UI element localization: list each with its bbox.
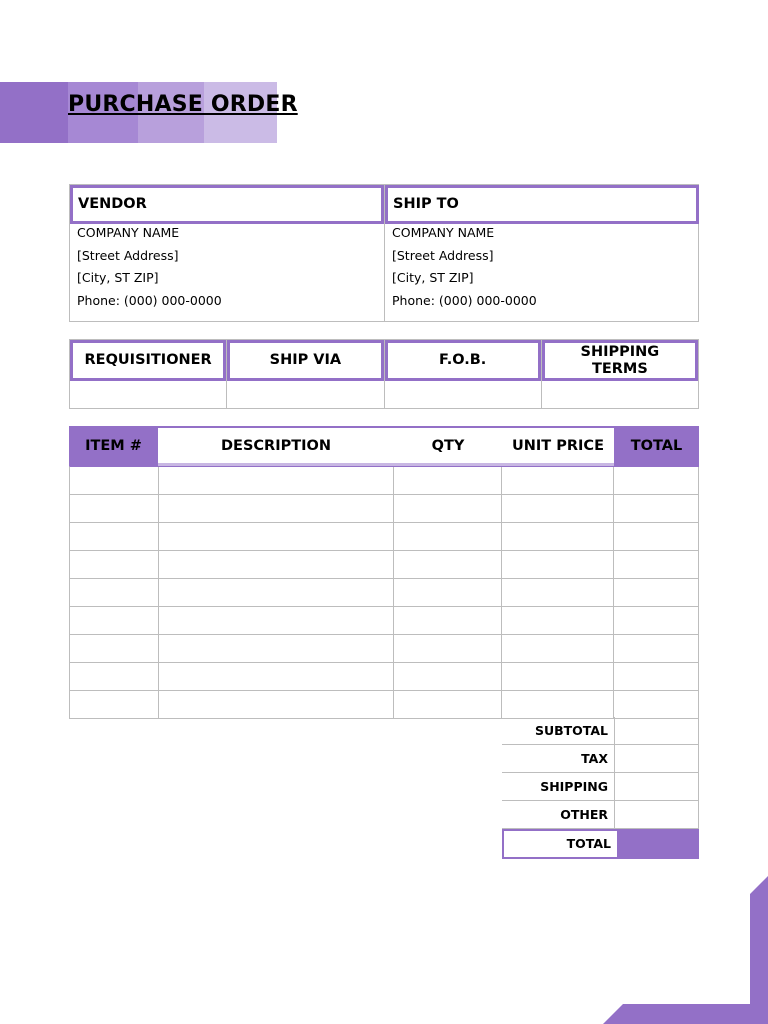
shipping-row xyxy=(502,773,699,801)
table-row xyxy=(70,635,699,663)
qty-header: QTY xyxy=(394,426,502,466)
item-number-header: ITEM # xyxy=(69,426,158,466)
unit-price-cell[interactable] xyxy=(502,495,614,522)
table-row xyxy=(70,551,699,579)
line-total-cell[interactable] xyxy=(614,663,699,690)
unit-price-cell[interactable] xyxy=(502,579,614,606)
fob-cell[interactable] xyxy=(385,381,541,408)
requisitioner-header: REQUISITIONER xyxy=(70,340,226,381)
ship-to-block xyxy=(385,185,699,321)
shipping-terms-header: SHIPPING TERMS xyxy=(542,340,698,381)
fob-header: F.O.B. xyxy=(385,340,541,381)
qty-cell[interactable] xyxy=(394,663,502,690)
unit-price-cell[interactable] xyxy=(502,607,614,634)
table-row xyxy=(70,607,699,635)
grand-total-label: TOTAL xyxy=(566,836,611,851)
item-number-cell[interactable] xyxy=(70,551,159,578)
other-row xyxy=(502,801,699,829)
qty-cell[interactable] xyxy=(394,579,502,606)
vendor-header: VENDOR xyxy=(70,185,384,224)
description-cell[interactable] xyxy=(159,495,395,522)
qty-cell[interactable] xyxy=(394,523,502,550)
unit-price-cell[interactable] xyxy=(502,663,614,690)
item-number-cell[interactable] xyxy=(70,607,159,634)
item-number-cell[interactable] xyxy=(70,579,159,606)
item-number-cell[interactable] xyxy=(70,495,159,522)
totals-section xyxy=(502,717,699,859)
line-total-cell[interactable] xyxy=(614,523,699,550)
description-header: DESCRIPTION xyxy=(158,426,394,466)
requisitioner-cell[interactable] xyxy=(70,381,226,408)
line-total-cell[interactable] xyxy=(614,467,699,494)
unit-price-cell[interactable] xyxy=(502,523,614,550)
vendor-street-address[interactable]: [Street Address] xyxy=(77,247,179,263)
item-number-cell[interactable] xyxy=(70,523,159,550)
table-row xyxy=(70,579,699,607)
vendor-city-state-zip[interactable]: [City, ST ZIP] xyxy=(77,270,159,285)
unit-price-cell[interactable] xyxy=(502,551,614,578)
tax-value[interactable] xyxy=(615,745,699,772)
ship-to-street-address[interactable]: [Street Address] xyxy=(392,247,494,263)
shipping-info-table xyxy=(69,339,699,409)
items-table-body xyxy=(69,466,699,719)
ship-to-phone[interactable]: Phone: (000) 000-0000 xyxy=(392,292,537,308)
vendor-block xyxy=(70,185,385,321)
description-cell[interactable] xyxy=(159,607,395,634)
line-total-cell[interactable] xyxy=(614,551,699,578)
address-section xyxy=(69,184,699,322)
items-table xyxy=(69,426,699,719)
description-cell[interactable] xyxy=(159,635,395,662)
ship-to-city-state-zip[interactable]: [City, ST ZIP] xyxy=(392,270,474,285)
description-cell[interactable] xyxy=(159,663,395,690)
description-cell[interactable] xyxy=(159,691,395,718)
other-value[interactable] xyxy=(615,801,699,828)
page-title: PURCHASE ORDER xyxy=(68,92,298,117)
description-cell[interactable] xyxy=(159,579,395,606)
unit-price-header: UNIT PRICE xyxy=(502,426,614,466)
shipping-terms-cell[interactable] xyxy=(542,381,698,408)
grand-total-row xyxy=(502,829,699,859)
line-total-cell[interactable] xyxy=(614,579,699,606)
qty-cell[interactable] xyxy=(394,691,502,718)
ship-via-cell[interactable] xyxy=(227,381,383,408)
unit-price-cell[interactable] xyxy=(502,467,614,494)
ship-to-company-name[interactable]: COMPANY NAME xyxy=(392,225,495,240)
subtotal-row xyxy=(502,717,699,745)
vendor-company-name[interactable]: COMPANY NAME xyxy=(77,225,180,240)
qty-cell[interactable] xyxy=(394,467,502,494)
decor-band-1 xyxy=(0,82,68,143)
qty-cell[interactable] xyxy=(394,607,502,634)
subtotal-label: SUBTOTAL xyxy=(502,717,615,744)
subtotal-value[interactable] xyxy=(615,717,699,744)
shipping-label: SHIPPING xyxy=(502,773,615,800)
ship-via-header: SHIP VIA xyxy=(227,340,383,381)
line-total-cell[interactable] xyxy=(614,607,699,634)
total-header: TOTAL xyxy=(614,426,699,466)
grand-total-value[interactable] xyxy=(617,831,697,857)
items-table-header xyxy=(69,426,699,466)
description-cell[interactable] xyxy=(159,523,395,550)
table-row xyxy=(70,691,699,719)
line-total-cell[interactable] xyxy=(614,495,699,522)
unit-price-cell[interactable] xyxy=(502,691,614,718)
item-number-cell[interactable] xyxy=(70,635,159,662)
tax-row xyxy=(502,745,699,773)
qty-cell[interactable] xyxy=(394,635,502,662)
line-total-cell[interactable] xyxy=(614,635,699,662)
ship-to-header: SHIP TO xyxy=(385,185,699,224)
corner-decoration xyxy=(603,876,768,1024)
qty-cell[interactable] xyxy=(394,495,502,522)
table-row xyxy=(70,523,699,551)
item-number-cell[interactable] xyxy=(70,663,159,690)
description-cell[interactable] xyxy=(159,551,395,578)
other-label: OTHER xyxy=(502,801,615,828)
unit-price-cell[interactable] xyxy=(502,635,614,662)
table-row xyxy=(70,467,699,495)
qty-cell[interactable] xyxy=(394,551,502,578)
line-total-cell[interactable] xyxy=(614,691,699,718)
vendor-phone[interactable]: Phone: (000) 000-0000 xyxy=(77,292,222,308)
shipping-value[interactable] xyxy=(615,773,699,800)
table-row xyxy=(70,495,699,523)
table-row xyxy=(70,663,699,691)
tax-label: TAX xyxy=(502,745,615,772)
description-cell[interactable] xyxy=(159,467,395,494)
item-number-cell[interactable] xyxy=(70,467,159,494)
item-number-cell[interactable] xyxy=(70,691,159,718)
